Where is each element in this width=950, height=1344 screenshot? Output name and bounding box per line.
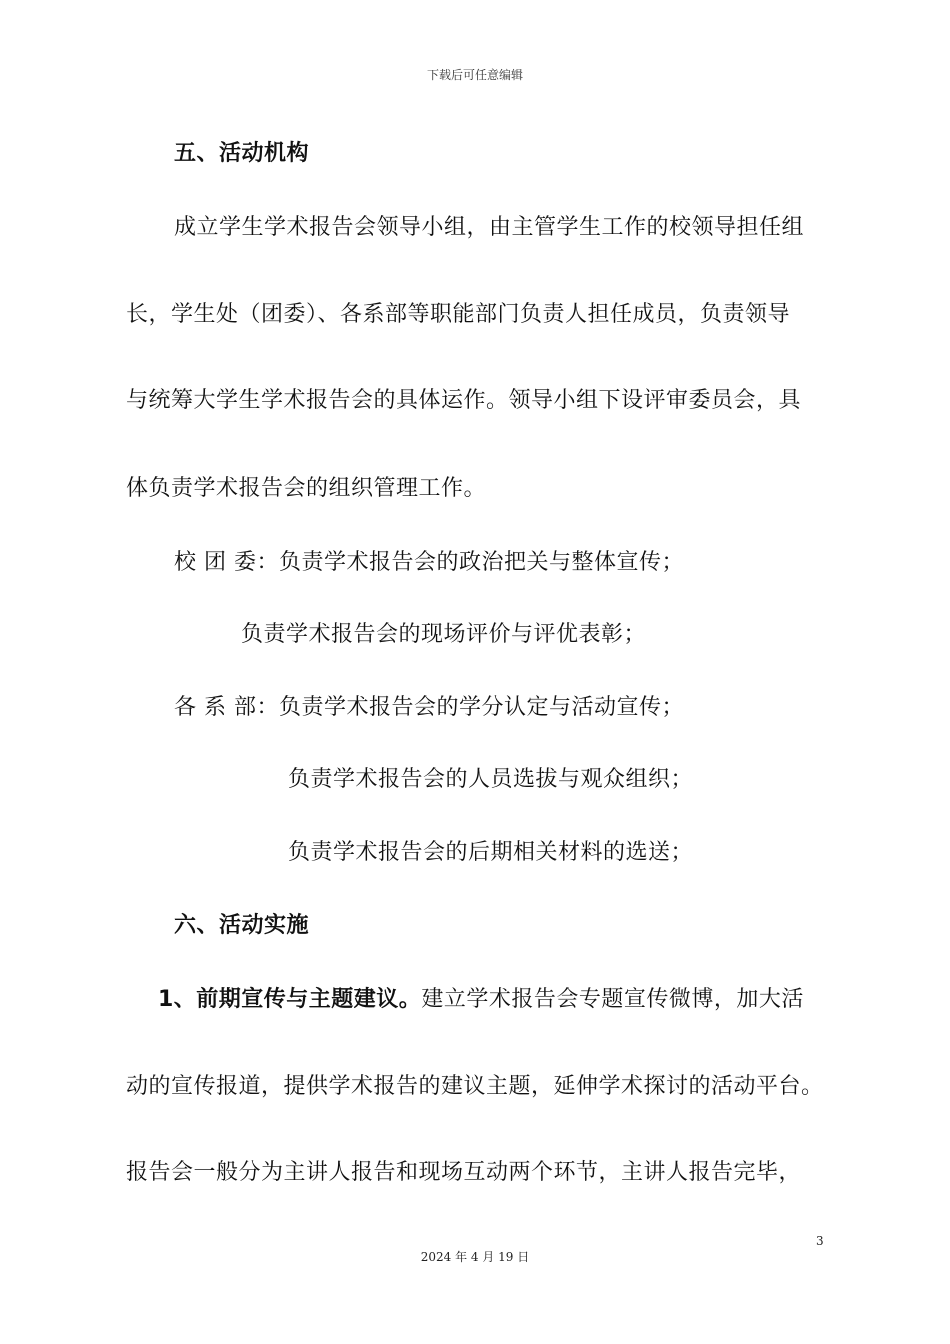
section-6-heading: 六、活动实施 <box>174 913 310 938</box>
role-line-school-committee: 校 团 委：负责学术报告会的政治把关与整体宣传； <box>174 550 684 575</box>
role-line-continuation: 负责学术报告会的现场评价与评优表彰； <box>241 622 647 647</box>
paragraph-line: 动的宣传报道，提供学术报告的建议主题，延伸学术探讨的活动平台。 <box>126 1074 824 1099</box>
role-line-continuation: 负责学术报告会的后期相关材料的选送； <box>288 840 694 865</box>
item-1-title: 1、前期宣传与主题建议。 <box>158 987 422 1012</box>
page-number: 3 <box>816 1234 824 1248</box>
paragraph-line: 成立学生学术报告会领导小组，由主管学生工作的校领导担任组 <box>174 215 805 240</box>
header-note: 下载后可任意编辑 <box>426 68 523 82</box>
paragraph-line: 长，学生处（团委）、各系部等职能部门负责人担任成员，负责领导 <box>126 302 791 327</box>
paragraph-line: 报告会一般分为主讲人报告和现场互动两个环节，主讲人报告完毕， <box>126 1160 802 1185</box>
role-line-continuation: 负责学术报告会的人员选拔与观众组织； <box>288 767 694 792</box>
item-1-first-line <box>158 982 804 1013</box>
item-1-text: 建立学术报告会专题宣传微博，加大活 <box>421 987 804 1012</box>
footer-date: 2024 年 4 月 19 日 <box>420 1250 530 1264</box>
paragraph-line: 体负责学术报告会的组织管理工作。 <box>126 476 487 501</box>
section-5-heading: 五、活动机构 <box>174 141 310 166</box>
role-line-departments: 各 系 部：负责学术报告会的学分认定与活动宣传； <box>174 695 684 720</box>
paragraph-line: 与统筹大学生学术报告会的具体运作。领导小组下设评审委员会，具 <box>126 388 802 413</box>
